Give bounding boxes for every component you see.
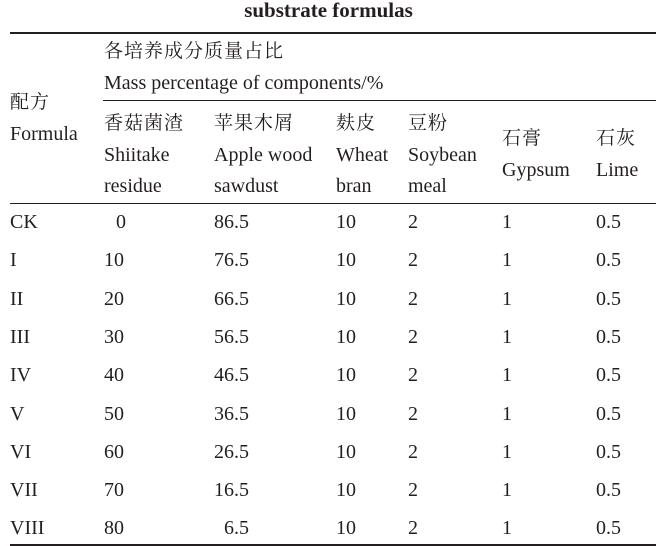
col-apple-zh: 苹果木屑 [214, 112, 295, 134]
row-formula: IV [10, 364, 32, 386]
row-value: 10 [336, 288, 356, 310]
row-value: 56.5 [214, 326, 249, 348]
row-value: 20 [104, 288, 124, 310]
row-value: 16.5 [214, 479, 249, 501]
row-formula: CK [10, 211, 38, 233]
col-soybean-en1: Soybean [408, 144, 477, 166]
col-apple-en2: sawdust [214, 175, 279, 197]
row-value: 36.5 [214, 403, 249, 425]
row-value: 1 [502, 403, 512, 425]
row-value: 0.5 [596, 479, 621, 501]
row-value: 46.5 [214, 364, 249, 386]
col-shiitake-en2: residue [104, 175, 162, 197]
group-header-en: Mass percentage of components/% [104, 72, 384, 94]
row-value: 0.5 [596, 249, 621, 271]
row-value: 2 [408, 249, 418, 271]
row-formula: VII [10, 479, 38, 501]
row-value: 2 [408, 479, 418, 501]
row-value: 50 [104, 403, 124, 425]
row-value: 66.5 [214, 288, 249, 310]
row-value: 10 [336, 249, 356, 271]
row-value: 1 [502, 479, 512, 501]
col-wheat-zh: 麸皮 [336, 112, 377, 134]
row-value: 40 [104, 364, 124, 386]
col-soybean-zh: 豆粉 [408, 112, 449, 134]
row-value: 1 [502, 249, 512, 271]
col-gypsum-en1: Gypsum [502, 159, 570, 181]
row-formula: III [10, 326, 30, 348]
row-value: 60 [104, 441, 124, 463]
group-underline [103, 100, 656, 101]
row-value: 2 [408, 211, 418, 233]
row-value: 10 [336, 441, 356, 463]
row-value: 10 [336, 517, 356, 539]
row-value: 0.5 [596, 288, 621, 310]
col-gypsum-zh: 石膏 [502, 127, 543, 149]
row-value: 0.5 [596, 441, 621, 463]
row-value: 86.5 [214, 211, 249, 233]
row-value: 70 [104, 479, 124, 501]
col-apple-en1: Apple wood [214, 144, 313, 166]
row-value: 10 [336, 403, 356, 425]
row-value: 1 [502, 517, 512, 539]
top-rule [10, 32, 656, 34]
row-value: 1 [502, 364, 512, 386]
row-formula: V [10, 403, 25, 425]
row-value: 0.5 [596, 326, 621, 348]
col-soybean-en2: meal [408, 175, 447, 197]
row-value: 76.5 [214, 249, 249, 271]
row-value: 26.5 [214, 441, 249, 463]
col-shiitake-zh: 香菇菌渣 [104, 112, 185, 134]
row-value: 2 [408, 326, 418, 348]
row-value: 10 [104, 249, 124, 271]
row-value: 1 [502, 441, 512, 463]
row-formula: VI [10, 441, 32, 463]
row-value: 30 [104, 326, 124, 348]
row-value: 2 [408, 441, 418, 463]
row-value: 0 [116, 211, 126, 233]
row-value: 1 [502, 326, 512, 348]
group-header-zh: 各培养成分质量占比 [104, 40, 285, 62]
row-value: 2 [408, 288, 418, 310]
row-value: 10 [336, 364, 356, 386]
row-value: 2 [408, 364, 418, 386]
row-formula: I [10, 249, 17, 271]
row-formula: II [10, 288, 24, 310]
col-lime-zh: 石灰 [596, 127, 637, 149]
col-lime-en1: Lime [596, 159, 639, 181]
table-title: substrate formulas [244, 0, 413, 22]
col-wheat-en2: bran [336, 175, 372, 197]
row-value: 6.5 [224, 517, 249, 539]
formula-header-zh: 配方 [10, 91, 51, 113]
row-value: 10 [336, 326, 356, 348]
row-value: 80 [104, 517, 124, 539]
row-value: 1 [502, 288, 512, 310]
col-wheat-en1: Wheat [336, 144, 389, 166]
row-formula: VIII [10, 517, 45, 539]
col-shiitake-en1: Shiitake [104, 144, 170, 166]
row-value: 10 [336, 211, 356, 233]
row-value: 1 [502, 211, 512, 233]
row-value: 2 [408, 517, 418, 539]
header-rule [10, 203, 656, 204]
formula-header-en: Formula [10, 123, 78, 145]
row-value: 0.5 [596, 211, 621, 233]
row-value: 0.5 [596, 403, 621, 425]
row-value: 0.5 [596, 364, 621, 386]
row-value: 10 [336, 479, 356, 501]
row-value: 0.5 [596, 517, 621, 539]
row-value: 2 [408, 403, 418, 425]
